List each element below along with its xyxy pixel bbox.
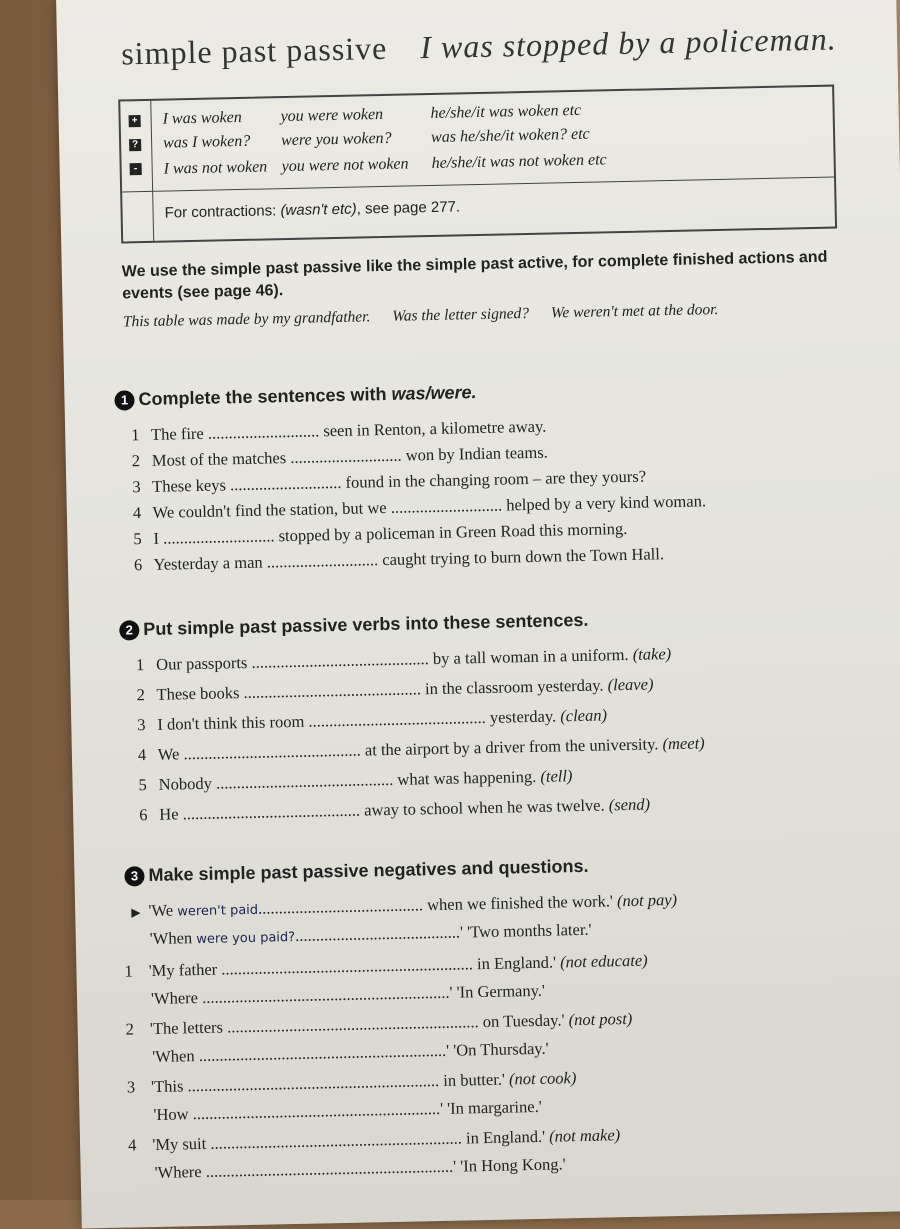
item-number: 1 bbox=[124, 961, 133, 981]
item-number: 5 bbox=[138, 775, 148, 795]
item-number: 4 bbox=[137, 745, 147, 765]
contractions-note bbox=[164, 198, 460, 221]
exercise-2-title bbox=[119, 610, 589, 641]
item-number: 4 bbox=[132, 503, 142, 523]
minus-icon: - bbox=[130, 163, 142, 175]
contractions-suffix: , see page 277. bbox=[356, 198, 461, 218]
contractions-prefix: For contractions: bbox=[164, 202, 277, 222]
example-sentence: This table was made by my grandfather. bbox=[122, 308, 371, 331]
table-row-negative bbox=[164, 151, 607, 178]
plus-icon: + bbox=[129, 115, 141, 127]
play-arrow-icon: ▶ bbox=[131, 905, 141, 920]
item-number: 4 bbox=[127, 1135, 137, 1155]
exercise-3-answer-line bbox=[151, 981, 545, 1009]
exercise-3-example-answer bbox=[150, 920, 592, 949]
verb-hint: (clean) bbox=[560, 705, 608, 726]
exercise-3-answer-line bbox=[152, 1039, 549, 1067]
heading-title: simple past passive bbox=[120, 29, 388, 72]
item-number: 3 bbox=[137, 715, 146, 735]
exercise-title-text: Complete the sentences with bbox=[138, 383, 392, 410]
verb-hint: (not post) bbox=[568, 1008, 633, 1030]
item-number: 6 bbox=[138, 805, 148, 825]
verb-hint: (not pay) bbox=[616, 889, 678, 911]
table-cell: I was not woken bbox=[163, 158, 268, 178]
table-cell: you were woken bbox=[280, 105, 384, 126]
exercise-2-item bbox=[138, 766, 572, 795]
exercise-3-answer-line bbox=[154, 1154, 565, 1183]
item-text: 'When ............................................................' 'On Thursday.' bbox=[152, 1038, 549, 1067]
verb-hint: (send) bbox=[608, 794, 651, 815]
table-cell: was I woken? bbox=[162, 132, 251, 152]
exercise-2-item bbox=[138, 733, 705, 765]
exercise-3-item bbox=[128, 1125, 620, 1155]
example-sentence: We weren't met at the door. bbox=[550, 300, 719, 322]
item-text: Most of the matches ........................... won by Indian teams. bbox=[151, 442, 548, 470]
item-text: 'Where ............................................................' 'In Hong Kong.' bbox=[154, 1154, 566, 1182]
grammar-table bbox=[118, 85, 837, 244]
exercise-1-item bbox=[133, 519, 627, 549]
item-text: These books ........................................... in the classroom yesterday. bbox=[156, 675, 604, 704]
example-sentences bbox=[123, 301, 737, 332]
item-text: 'The letters ............................................................. on Tuesday.' bbox=[149, 1010, 565, 1039]
exercise-3-item bbox=[127, 1068, 577, 1097]
table-row-question bbox=[163, 126, 590, 153]
item-text: ........................................' 'Two months later.' bbox=[294, 919, 592, 945]
exercise-3-example-question bbox=[131, 890, 677, 921]
verb-hint: (not educate) bbox=[559, 950, 648, 972]
item-text: 'My father ............................................................. in England.' bbox=[148, 952, 557, 981]
exercise-2-item bbox=[136, 644, 672, 675]
item-text: Our passports ........................................... by a tall woman in a uniform. bbox=[155, 644, 629, 674]
exercise-number-badge: 2 bbox=[119, 620, 139, 640]
verb-hint: (not make) bbox=[548, 1125, 621, 1146]
exercise-2-item bbox=[137, 705, 607, 735]
handwritten-answer: weren't paid bbox=[177, 902, 259, 920]
exercise-1-item bbox=[134, 544, 664, 575]
verb-hint: (leave) bbox=[607, 674, 654, 695]
exercise-1-title bbox=[114, 382, 476, 411]
item-text: 'My suit ............................................................. in England.' bbox=[152, 1126, 546, 1155]
table-cell: you were not woken bbox=[281, 155, 409, 176]
item-text: I don't think this room ........................................... yesterday. bbox=[157, 706, 557, 734]
item-number: 1 bbox=[135, 655, 145, 675]
item-text: We ........................................... at the airport by a driver from the university. bbox=[157, 734, 659, 764]
item-number: 2 bbox=[136, 685, 146, 705]
question-icon: ? bbox=[129, 139, 141, 151]
exercise-1-item bbox=[131, 417, 546, 446]
item-text: 'How ............................................................' 'In margarine.' bbox=[153, 1096, 542, 1124]
item-number: 3 bbox=[132, 477, 141, 497]
exercise-title-text: Put simple past passive verbs into these sentences. bbox=[143, 609, 589, 640]
example-sentence: Was the letter signed? bbox=[392, 304, 530, 325]
exercise-3-item bbox=[125, 1009, 632, 1040]
table-cell: were you woken? bbox=[280, 129, 392, 150]
item-text: 'This ............................................................. in butter.' bbox=[150, 1069, 506, 1097]
item-text: 'Where ............................................................' 'In Germany.' bbox=[150, 980, 546, 1009]
exercise-3-item bbox=[124, 951, 648, 982]
symbol-column bbox=[120, 101, 154, 242]
contractions-italic: (wasn't etc) bbox=[280, 200, 357, 220]
exercise-title-text: Make simple past passive negatives and questions. bbox=[148, 855, 589, 886]
item-number: 2 bbox=[125, 1019, 135, 1039]
table-cell: he/she/it was not woken etc bbox=[431, 151, 607, 172]
exercise-3-answer-line bbox=[153, 1097, 542, 1125]
exercise-1-item bbox=[132, 467, 646, 498]
table-row-positive bbox=[162, 102, 581, 129]
handwritten-answer: were you paid? bbox=[196, 929, 296, 948]
item-text: He ........................................... away to school when he was twelve. bbox=[159, 795, 605, 824]
exercise-title-italic: was/were. bbox=[391, 382, 477, 404]
intro-text: We use the simple past passive like the simple past active, for complete finished actions and events (see page 46). bbox=[121, 248, 828, 303]
item-text: ........................................ when we finished the work.' bbox=[257, 891, 614, 918]
table-divider bbox=[122, 177, 834, 193]
item-text: Yesterday a man ........................... caught trying to burn down the Town Hall. bbox=[153, 544, 665, 574]
heading-example: I was stopped by a policeman. bbox=[419, 20, 838, 66]
item-text: The fire ........................... seen in Renton, a kilometre away. bbox=[150, 416, 547, 444]
item-text: These keys ........................... found in the changing room – are they yours? bbox=[151, 466, 647, 496]
item-text: I ........................... stopped by a policeman in Green Road this morning. bbox=[153, 518, 628, 548]
item-number: 1 bbox=[131, 425, 140, 445]
table-cell: I was woken bbox=[162, 108, 242, 128]
verb-hint: (tell) bbox=[540, 766, 573, 786]
exercise-number-badge: 3 bbox=[124, 866, 144, 886]
item-number: 6 bbox=[133, 555, 143, 575]
table-cell: he/she/it was woken etc bbox=[430, 101, 582, 122]
exercise-2-item bbox=[136, 674, 653, 705]
exercise-3-title bbox=[124, 856, 589, 887]
verb-hint: (take) bbox=[632, 644, 672, 664]
item-text: 'When bbox=[149, 928, 193, 949]
exercise-1-item bbox=[132, 443, 548, 472]
item-number: 2 bbox=[131, 451, 141, 471]
item-text: Nobody ........................................... what was happening. bbox=[158, 766, 537, 794]
item-text: We couldn't find the station, but we ........................... helped by a very kind woman. bbox=[152, 491, 707, 522]
table-cell: was he/she/it woken? etc bbox=[430, 125, 590, 146]
verb-hint: (not cook) bbox=[508, 1068, 577, 1089]
page-heading bbox=[121, 20, 837, 72]
verb-hint: (meet) bbox=[662, 733, 705, 754]
exercise-2-item bbox=[139, 795, 650, 826]
exercise-number-badge: 1 bbox=[114, 390, 134, 410]
worksheet-page bbox=[56, 0, 900, 1229]
item-number: 3 bbox=[126, 1077, 136, 1097]
item-number: 5 bbox=[133, 529, 142, 549]
item-text: 'We bbox=[148, 900, 174, 921]
